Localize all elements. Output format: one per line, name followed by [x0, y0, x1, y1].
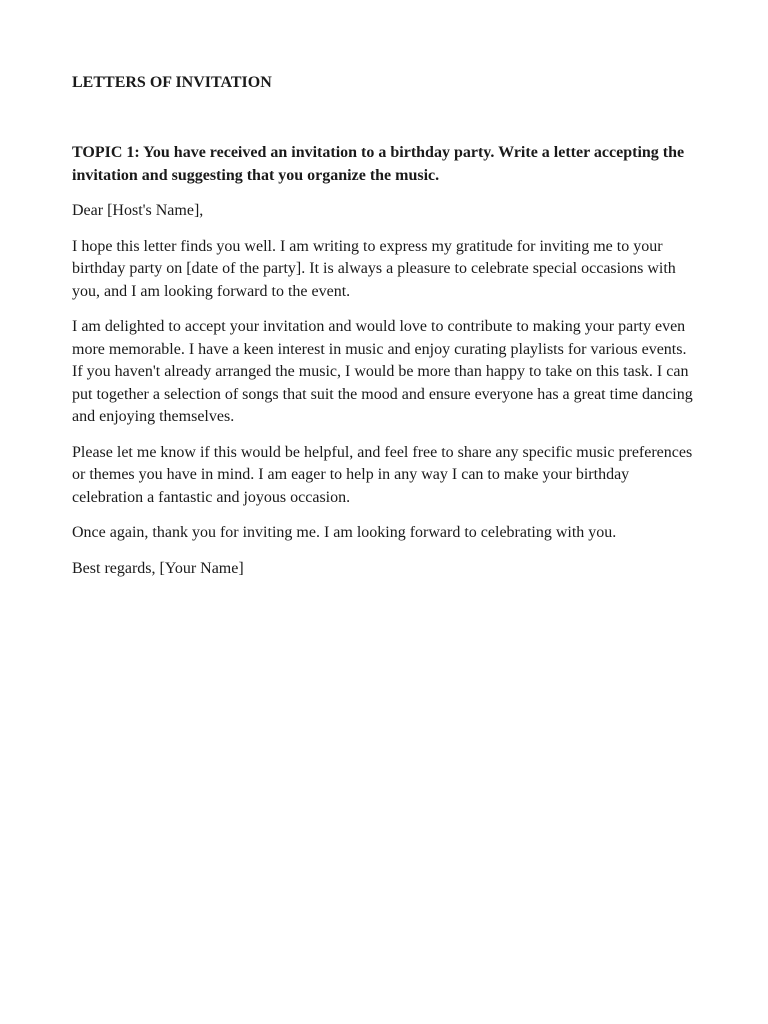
letter-salutation: Dear [Host's Name],	[72, 202, 204, 219]
topic-heading: TOPIC 1: You have received an invitation to a birthday party. Write a letter accepting the invitation and suggesting that you organize the music.	[72, 144, 685, 184]
letter-paragraph-2: I am delighted to accept your invitation and would love to contribute to making your party even more memorable. I have a keen interest in music and enjoy curating playlists for various events. If you haven't already arranged the music, I would be more than happy to take on this task. I can put together a selection of songs that suit the mood and ensure everyone has a great time dancing and enjoying themselves.	[72, 318, 693, 425]
letter-paragraph-4: Once again, thank you for inviting me. I am looking forward to celebrating with you.	[72, 524, 617, 541]
document-title: LETTERS OF INVITATION	[72, 74, 272, 91]
letter-paragraph-1: I hope this letter finds you well. I am writing to express my gratitude for inviting me to your birthday party on [date of the party]. It is always a pleasure to celebrate special occasions with you, and I am looking forward to the event.	[72, 237, 676, 300]
document-page	[72, 72, 700, 580]
letter-paragraph-3: Please let me know if this would be helpful, and feel free to share any specific music preferences or themes you have in mind. I am eager to help in any way I can to make your birthday celebration a fantastic and joyous occasion.	[72, 443, 693, 506]
letter-closing: Best regards, [Your Name]	[72, 559, 244, 577]
